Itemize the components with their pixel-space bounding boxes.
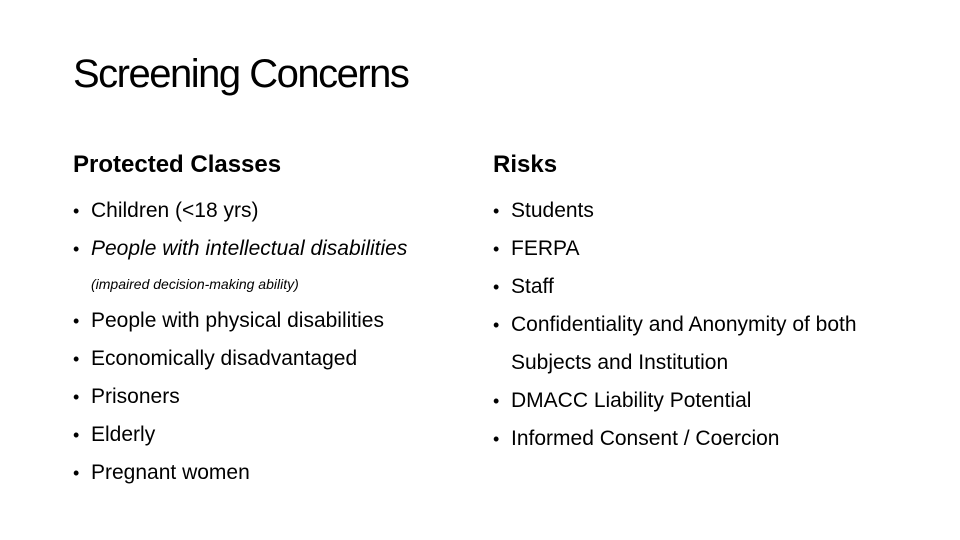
- bullet-icon: •: [73, 425, 80, 445]
- list-note: [73, 268, 473, 302]
- bullet-icon: •: [73, 463, 80, 483]
- protected-classes-heading: Protected Classes: [73, 151, 282, 178]
- risks-column: [493, 148, 893, 450]
- list-item: [73, 302, 473, 340]
- list-item-text: Informed Consent / Coercion: [511, 427, 780, 450]
- list-item-text: Confidentiality and Anonymity of both Subjects and Institution: [511, 313, 857, 374]
- bullet-icon: •: [73, 311, 80, 331]
- bullet-icon: •: [73, 349, 80, 369]
- list-item-text: Students: [511, 199, 594, 222]
- list-item: [73, 416, 473, 454]
- bullet-icon: •: [73, 201, 80, 221]
- list-item: [73, 378, 473, 416]
- list-item: [493, 382, 893, 420]
- list-item: [493, 420, 893, 458]
- list-item: [73, 340, 473, 378]
- list-item-text: DMACC Liability Potential: [511, 389, 752, 412]
- list-item: [493, 306, 893, 382]
- list-item: [73, 192, 473, 230]
- bullet-icon: •: [73, 387, 80, 407]
- list-item: [73, 454, 473, 492]
- risks-heading: Risks: [493, 151, 558, 178]
- list-item-text: People with physical disabilities: [91, 309, 384, 332]
- list-item-text: Pregnant women: [91, 461, 250, 484]
- protected-classes-column: [73, 148, 473, 484]
- slide-title: Screening Concerns: [73, 52, 409, 96]
- list-item: [493, 268, 893, 306]
- bullet-icon: •: [493, 201, 500, 221]
- protected-classes-list: [73, 192, 473, 492]
- list-item: [493, 192, 893, 230]
- list-note-text: (impaired decision-making ability): [91, 276, 299, 292]
- list-item-text: Prisoners: [91, 385, 180, 408]
- list-item-text: Economically disadvantaged: [91, 347, 358, 370]
- bullet-icon: •: [493, 429, 500, 449]
- list-item-text: FERPA: [511, 237, 580, 260]
- list-item: [73, 230, 473, 268]
- list-item-text: Staff: [511, 275, 554, 298]
- bullet-icon: •: [493, 315, 500, 335]
- bullet-icon: •: [493, 391, 500, 411]
- bullet-icon: •: [73, 239, 80, 259]
- list-item: [493, 230, 893, 268]
- list-item-text: Children (<18 yrs): [91, 199, 259, 222]
- list-item-text: Elderly: [91, 423, 156, 446]
- bullet-icon: •: [493, 277, 500, 297]
- risks-list: [493, 192, 893, 458]
- list-item-text: People with intellectual disabilities: [91, 237, 408, 260]
- bullet-icon: •: [493, 239, 500, 259]
